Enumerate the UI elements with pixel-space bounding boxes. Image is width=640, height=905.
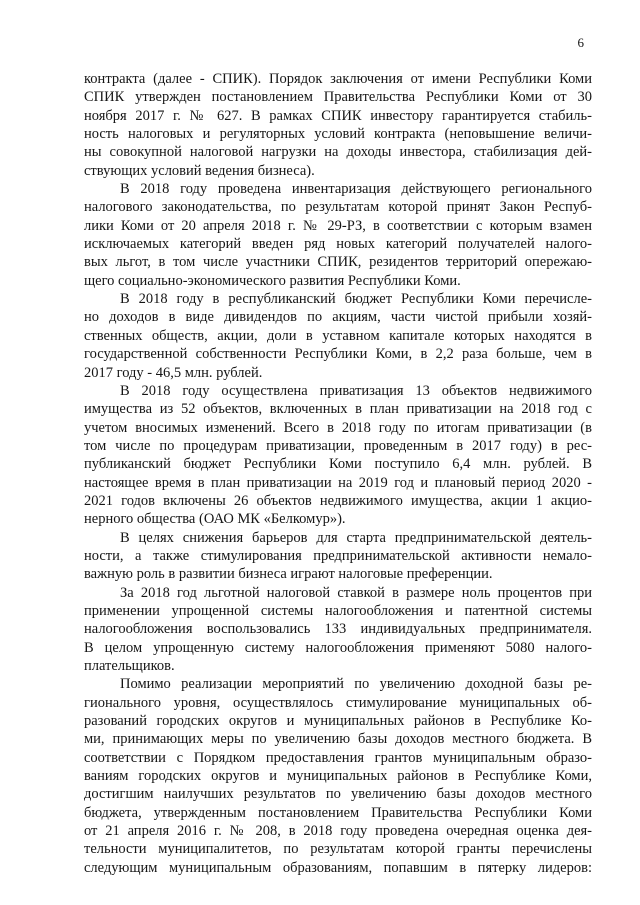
paragraph-inventory [84, 180, 592, 290]
text-line: применении упрощенной системы налогообложения и патентной системы [84, 602, 592, 619]
paragraph-barriers [84, 529, 592, 584]
text-line: налогового законодательства, по результатам которой принят Закон Респуб- [84, 199, 592, 216]
text-line: ности, а также стимулирования предпринимательской активности немало- [84, 547, 592, 564]
text-line: ны совокупной налоговой нагрузки на доходы инвестора, стабилизация дей- [84, 144, 592, 161]
text-line: налогообложения воспользовались 133 индивидуальных предпринимателя. [84, 621, 592, 638]
paragraph-spik [84, 70, 592, 180]
text-line: В 2018 году проведена инвентаризация действующего регионального [120, 181, 592, 198]
text-line: лики Коми от 20 апреля 2018 г. № 29-РЗ, в соответствии с которым взамен [84, 217, 592, 234]
text-line: В 2018 году осуществлена приватизация 13 объектов недвижимого [120, 382, 592, 399]
page-number: 6 [577, 35, 584, 50]
text-line: от 21 апреля 2016 г. № 208, в 2018 году проведена очередная оценка дея- [84, 823, 592, 840]
text-line: важную роль в развитии бизнеса играют налоговые преференции. [84, 566, 493, 583]
text-line: В целях снижения барьеров для старта предпринимательской деятель- [120, 529, 592, 546]
text-line: разований городских округов и муниципальных районов в Республике Ко- [84, 713, 592, 730]
text-line: ствующих условий ведения бизнеса). [84, 162, 315, 179]
text-line: СПИК утвержден постановлением Правительства Республики Коми от 30 [84, 89, 592, 106]
paragraph-dividends [84, 290, 592, 382]
text-line: нерного общества (ОАО МК «Белкомур»). [84, 511, 346, 528]
text-line: бюджета, утвержденным постановлением Правительства Республики Коми [84, 804, 592, 821]
text-line: следующим муниципальным образованиям, попавшим в пятерку лидеров: [84, 859, 592, 876]
paragraph-grants [84, 675, 592, 877]
text-line: плательщиков. [84, 658, 175, 674]
text-line: контракта (далее - СПИК). Порядок заключения от имени Республики Коми [84, 71, 592, 87]
text-line: ственных обществ, акции, доли в уставном капитале которых находятся в [84, 327, 592, 344]
text-line: 2017 году - 46,5 млн. рублей. [84, 364, 263, 381]
paragraph-privatization [84, 382, 592, 529]
text-line: За 2018 год льготной налоговой ставкой в размере ноль процентов при [120, 584, 592, 601]
text-line: имущества из 52 объектов, включенных в план приватизации на 2018 год с [84, 401, 592, 418]
text-line: но доходов в виде дивидендов по акциям, части чистой прибыли хозяй- [84, 309, 592, 326]
text-line: В 2018 году в республиканский бюджет Республики Коми перечисле- [120, 291, 592, 308]
document-body [84, 70, 592, 877]
text-line: государственной собственности Республики Коми, в 2,2 раза больше, чем в [84, 346, 592, 363]
text-line: соответствии с Порядком предоставления грантов муниципальным образо- [84, 749, 592, 766]
text-line: гионального уровня, осуществлялось стимулирование муниципальных об- [84, 694, 592, 711]
text-line: вых льгот, в том числе участники СПИК, резидентов территорий опережаю- [84, 254, 592, 271]
text-line: щего социально-экономического развития Республики Коми. [84, 272, 461, 289]
text-line: ность налоговых и регуляторных условий контракта (неповышение величи- [84, 126, 592, 143]
text-line: публиканский бюджет Республики Коми поступило 6,4 млн. рублей. В [84, 456, 592, 473]
text-line: ми, принимающих меры по увеличению базы доходов местного бюджета. В [84, 731, 592, 748]
text-line: 2021 годов включены 26 объектов недвижимого имущества, акции 1 акцио- [84, 492, 592, 509]
text-line: тельности муниципалитетов, по результатам которой гранты перечислены [84, 841, 592, 858]
text-line: ваниям городских округов и муниципальных районов в Республике Коми, [84, 768, 592, 785]
text-line: настоящее время в план приватизации на 2019 год и плановый период 2020 - [84, 474, 592, 491]
text-line: исключаемых категорий введен ряд новых категорий получателей налого- [84, 236, 592, 253]
text-line: В целом упрощенную систему налогообложения применяют 5080 налого- [84, 639, 592, 656]
text-line: ноября 2017 г. № 627. В рамках СПИК инвестору гарантируется стабиль- [84, 107, 592, 124]
text-line: Помимо реализации мероприятий по увеличению доходной базы ре- [120, 676, 592, 693]
text-line: том числе по процедурам приватизации, проведенным в 2017 году) в рес- [84, 437, 592, 454]
text-line: учетом вносимых изменений. Всего в 2018 году по итогам приватизации (в [84, 419, 592, 436]
paragraph-zero-rate [84, 584, 592, 676]
text-line: достигшим наилучших результатов по увеличению базы доходов местного [84, 786, 592, 803]
